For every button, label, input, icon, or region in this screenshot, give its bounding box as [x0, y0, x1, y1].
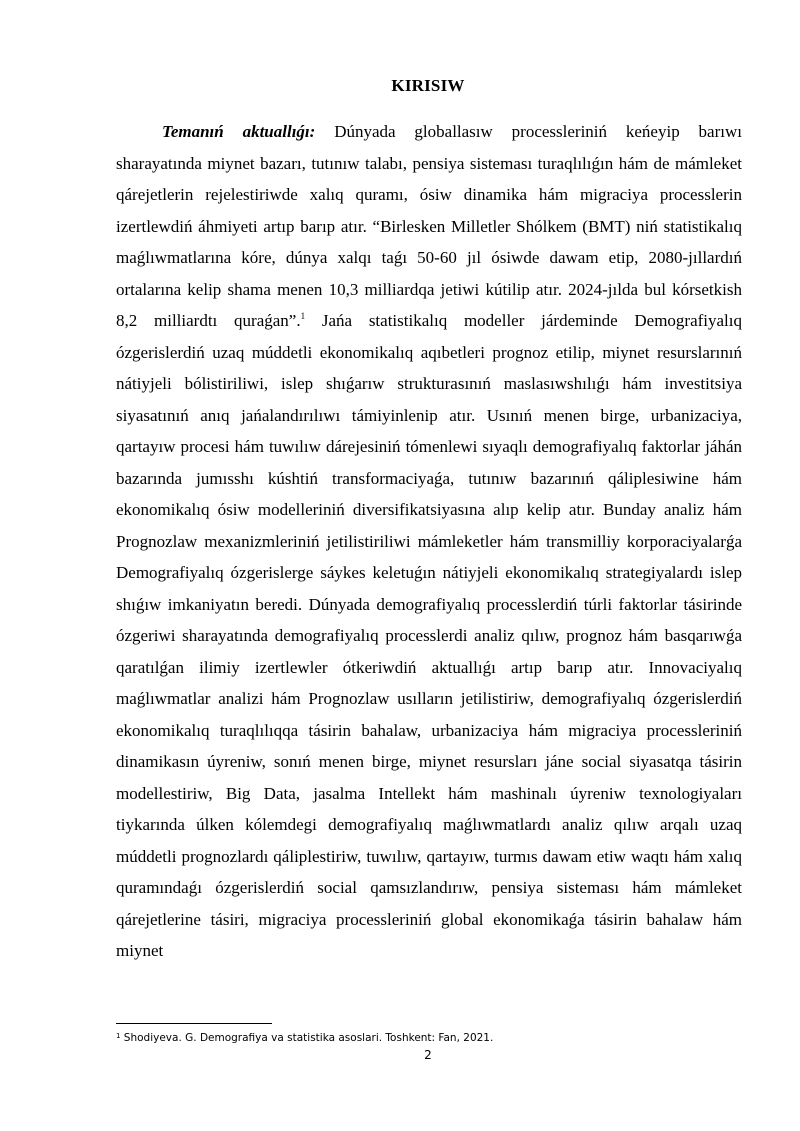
footnote-reference: 1: [300, 311, 306, 321]
footnote-marker: 1: [116, 1032, 121, 1040]
page-number: 2: [424, 1048, 432, 1062]
paragraph-text-part1: Dúnyada globallasıw processleriniń keńeyip barıwı sharayatında miynet bazarı, tutınıw talabı, pensiya sisteması turaqlılıǵın hám de mámleket qárejetlerin rejelestiriwde xalıq quramı, ósiw dinamika hám migraciya processlerin izertlewdiń áhmiyeti artıp barıp atır. “Birlesken Milletler Shólkem (BMT) niń statistikalıq maǵlıwmatlarına kóre, dúnya xalqı taǵı 50-60 jıl ósiwde dawam etip, 2080-jıllardıń ortalarına kelip shama menen 10,3 milliardqa jetiwi kútilip atır. 2024-jılda bul kórsetkish 8,2 milliardtı quraǵan”.: [116, 122, 742, 330]
footnote-separator: [116, 1023, 272, 1024]
footnote-text: Shodiyeva. G. Demografiya va statistika asoslari. Toshkent: Fan, 2021.: [120, 1032, 494, 1044]
section-heading: KIRISIW: [391, 76, 465, 95]
paragraph-lead: Temanıń aktuallıǵı:: [162, 122, 316, 141]
paragraph-text-part2: Jańa statistikalıq modeller járdeminde Demografiyalıq ózgerislerdiń uzaq múddetli ekonomikalıq aqıbetleri prognoz etilip, miynet resurslarınıń nátiyjeli bólistiriliwi, islep shıǵarıw strukturasınıń maslasıwshılıǵı hám investitsiya siyasatınıń anıq jańalandırılıwı támiyinlenip atır. Usınıń menen birge, urbanizaciya, qartayıw procesi hám tuwılıw dárejesiniń tómenlewi sıyaqlı demografiyalıq faktorlar jáhán bazarında jumısshı kúshtiń transformaciyaǵa, tutınıw bazarınıń qáliplesiwine hám ekonomikalıq ósiw modelleriniń diversifikatsiyasına alıp kelip atır. Bunday analiz hám Prognozlaw mexanizmleriniń jetilistiriliwi mámleketler hám transmilliy korporaciyalarǵa Demografiyalıq ózgerislerge sáykes keletuǵın nátiyjeli ekonomikalıq strategiyalardı islep shıǵıw imkaniyatın beredi. Dúnyada demografiyalıq processlerdiń túrli faktorlar tásirinde ózgeriwi sharayatında demografiyalıq processlerdi analiz qılıw, prognoz hám basqarıwǵa qaratılǵan ilimiy izertlewler ótkeriwdiń aktuallıǵı artıp barıp atır. Innovaciyalıq maǵlıwmatlar analizi hám Prognozlaw usılların jetilistiriw, demografiyalıq ózgerislerdiń ekonomikalıq turaqlılıqqa tásirin bahalaw, urbanizaciya hám migraciya processleriniń dinamikasın úyreniw, sonıń menen birge, miynet resursları jáne social siyasatqa tásirin modellestiriw, Big Data, jasalma Intellekt hám mashinalı úyreniw texnologiyaları tiykarında úlken kólemdegi demografiyalıq maǵlıwmatlardı analiz qılıw arqalı uzaq múddetli prognozlardı qáliplestiriw, tuwılıw, qartayıw, turmıs dawam etiw waqtı hám xalıq quramındaǵı ózgerislerdiń social qamsızlandırıw, pensiya sisteması hám mámleket qárejetlerine tásiri, migraciya processleriniń global ekonomikaǵa tásirin bahalaw hám miynet: [116, 311, 742, 960]
footnote: [116, 1031, 742, 1045]
body-paragraph: [116, 116, 742, 967]
